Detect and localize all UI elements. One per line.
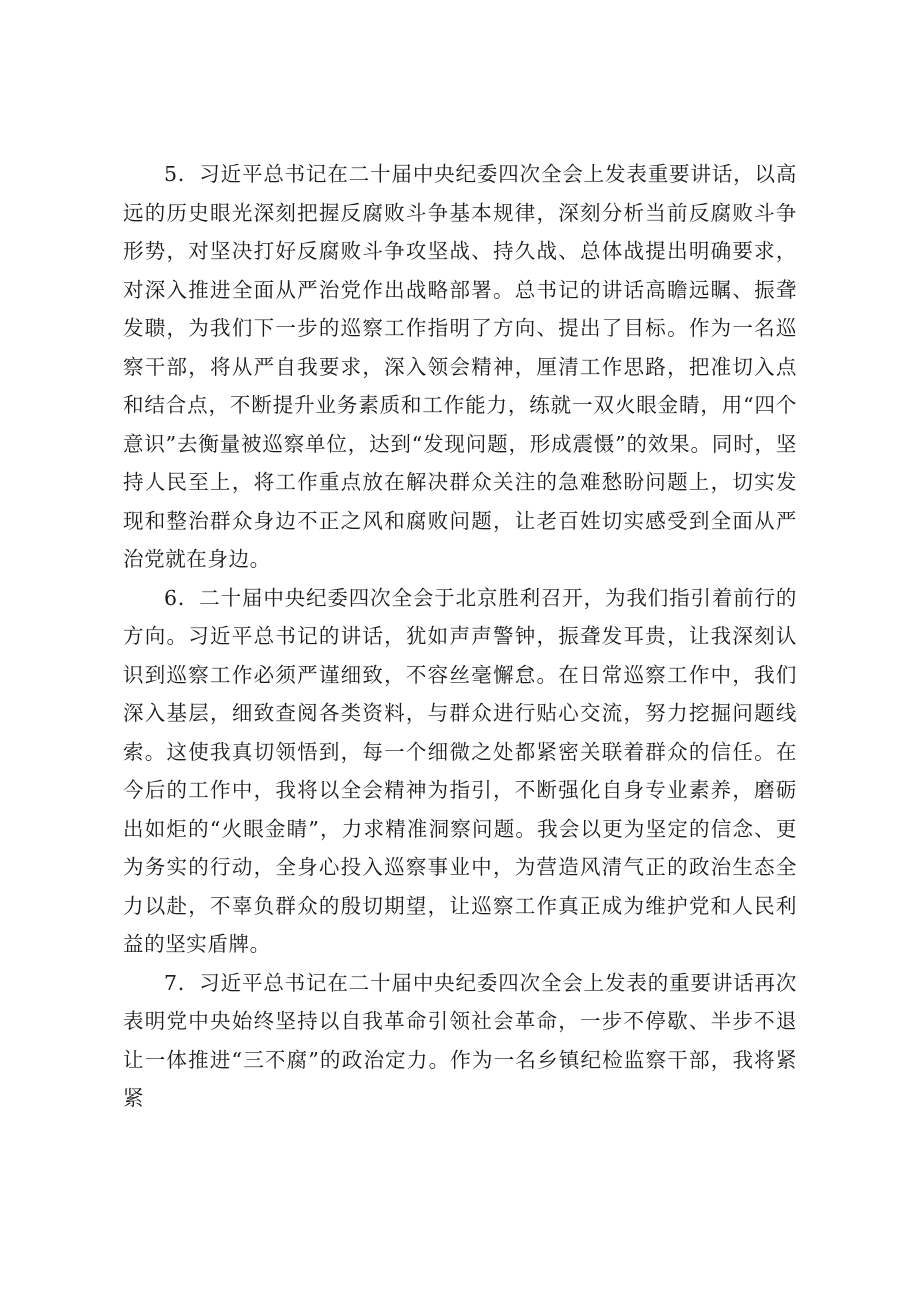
paragraph-5: 5．习近平总书记在二十届中央纪委四次全会上发表重要讲话，以高远的历史眼光深刻把握反腐败斗争基本规律，深刻分析当前反腐败斗争形势，对坚决打好反腐败斗争攻坚战、持久战、总体战提出明确要求，对深入推进全面从严治党作出战略部署。总书记的讲话高瞻远瞩、振聋发聩，为我们下一步的巡察工作指明了方向、提出了目标。作为一名巡察干部，将从严自我要求，深入领会精神，厘清工作思路，把准切入点和结合点，不断提升业务素质和工作能力，练就一双火眼金睛，用“四个意识”去衡量被巡察单位，达到“发现问题，形成震慑”的效果。同时，坚持人民至上，将工作重点放在解决群众关注的急难愁盼问题上，切实发现和整治群众身边不正之风和腐败问题，让老百姓切实感受到全面从严治党就在身边。 bbox=[123, 162, 797, 571]
document-body bbox=[123, 155, 797, 1118]
paragraph-7: 7．习近平总书记在二十届中央纪委四次全会上发表的重要讲话再次表明党中央始终坚持以自我革命引领社会革命，一步不停歇、半步不退让一体推进“三不腐”的政治定力。作为一名乡镇纪检监察干部，我将紧紧 bbox=[123, 970, 797, 1110]
paragraph-6: 6．二十届中央纪委四次全会于北京胜利召开，为我们指引着前行的方向。习近平总书记的讲话，犹如声声警钟，振聋发耳贵，让我深刻认识到巡察工作必须严谨细致，不容丝毫懈怠。在日常巡察工作中，我们深入基层，细致查阅各类资料，与群众进行贴心交流，努力挖掘问题线索。这使我真切领悟到，每一个细微之处都紧密关联着群众的信任。在今后的工作中，我将以全会精神为指引，不断强化自身专业素养，磨砺出如炬的“火眼金睛”，力求精准洞察问题。我会以更为坚定的信念、更为务实的行动，全身心投入巡察事业中，为营造风清气正的政治生态全力以赴，不辜负群众的殷切期望，让巡察工作真正成为维护党和人民利益的坚实盾牌。 bbox=[123, 585, 797, 956]
